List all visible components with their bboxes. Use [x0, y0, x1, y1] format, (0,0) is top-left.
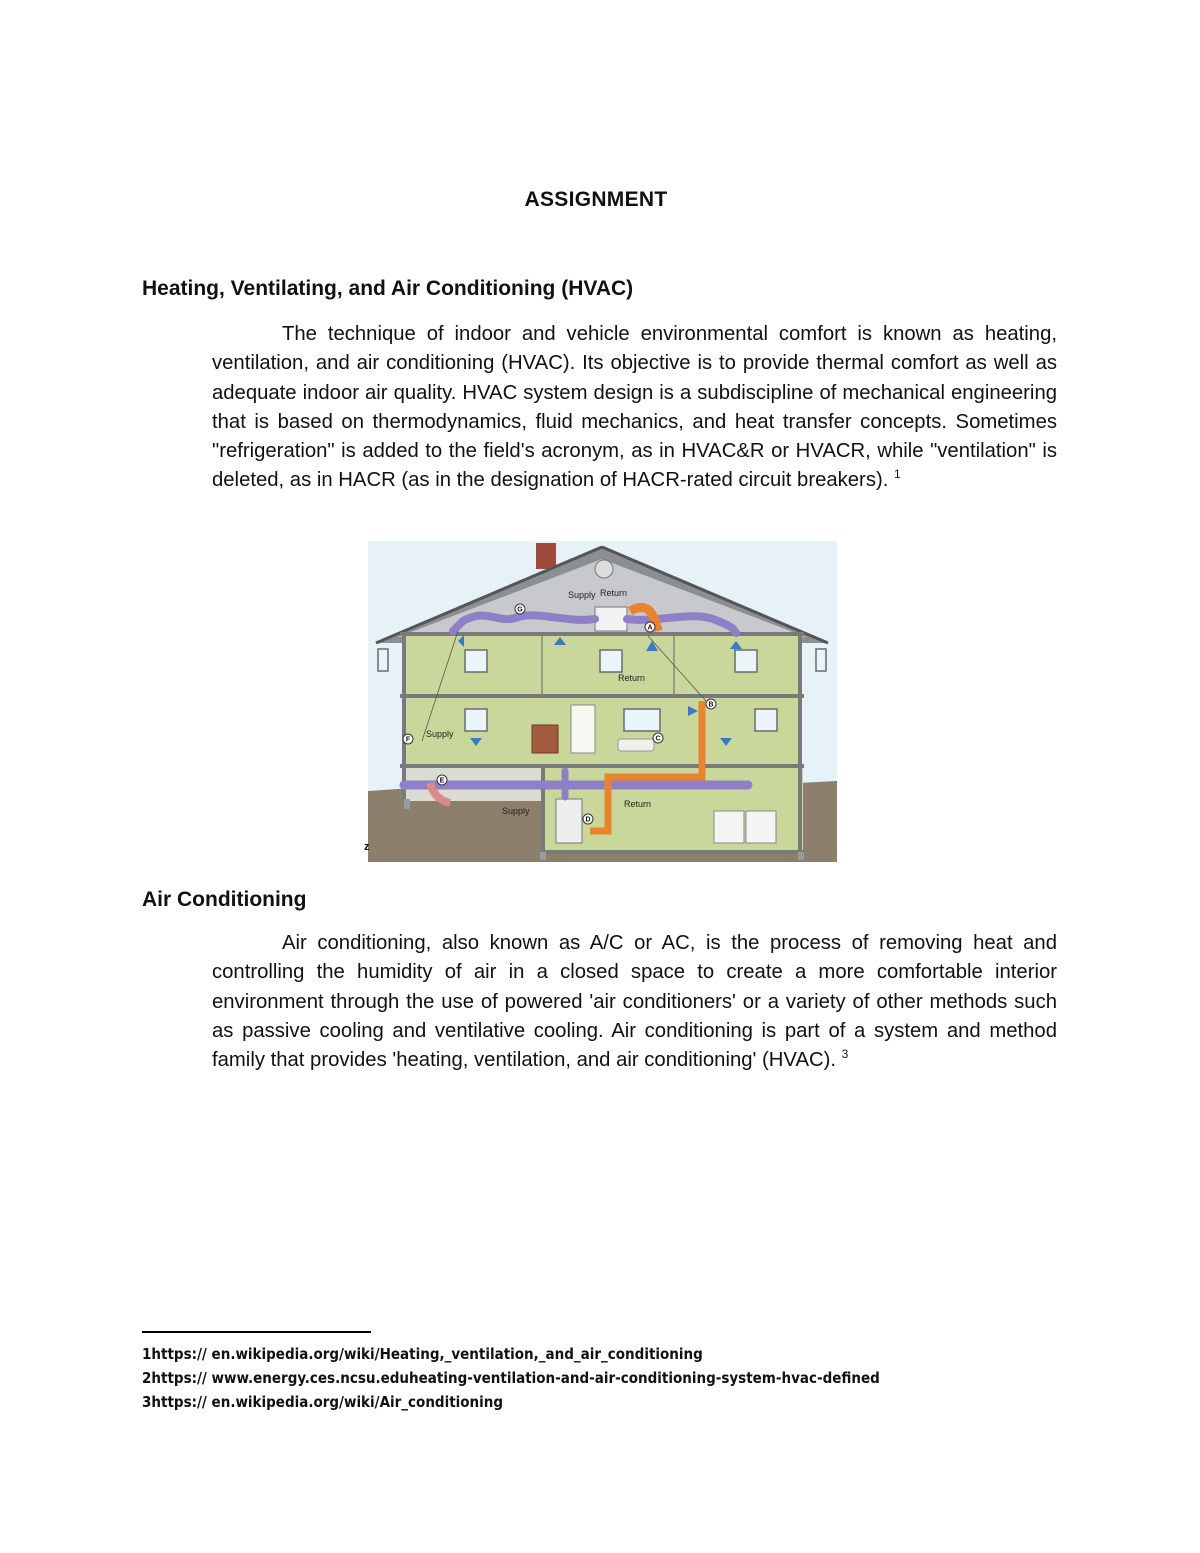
label-return-attic: Return	[600, 588, 628, 598]
paragraph-air-conditioning	[212, 929, 1057, 1075]
fireplace	[532, 725, 558, 753]
air-handler	[595, 607, 627, 631]
footnote-separator	[142, 1331, 371, 1333]
marker-a: A	[647, 624, 653, 632]
window	[600, 650, 622, 672]
chimney	[536, 543, 556, 569]
label-supply-ground: Supply	[426, 729, 454, 739]
window	[378, 649, 388, 671]
window	[755, 709, 777, 731]
section-heading-hvac: Heating, Ventilating, and Air Conditioning (HVAC)	[142, 277, 634, 300]
label-return-upper: Return	[618, 673, 646, 683]
footnotes	[142, 1342, 880, 1414]
marker-f: F	[405, 736, 411, 744]
section-heading-air-conditioning: Air Conditioning	[142, 888, 307, 911]
label-return-basement: Return	[624, 799, 652, 809]
label-supply-attic: Supply	[568, 590, 596, 600]
label-supply-basement: Supply	[502, 806, 530, 816]
marker-e: E	[439, 777, 445, 785]
marker-b: B	[708, 701, 714, 709]
hvac-house-diagram	[368, 541, 837, 862]
furnace	[556, 799, 582, 843]
document-title: ASSIGNMENT	[524, 188, 668, 211]
dryer	[746, 811, 776, 843]
paragraph-air-conditioning-text: Air conditioning, also known as A/C or AC, is the process of removing heat and controlling the humidity of air in a closed space to create a more comfortable interior environment through the use of powered 'air conditioners' or a variety of other methods such as passive cooling and ventilative cooling. Air conditioning is part of a system and method family that provides 'heating, ventilation, and air conditioning' (HVAC).	[212, 932, 1057, 1072]
paragraph-hvac	[212, 320, 1057, 496]
footnote-ref-3[interactable]: 3	[841, 1047, 849, 1062]
marker-d: D	[585, 816, 591, 824]
window	[735, 650, 757, 672]
footnote-3[interactable]: 3https:// en.wikipedia.org/wiki/Air_conditioning	[142, 1393, 504, 1411]
ground-floor	[404, 696, 800, 766]
paragraph-hvac-text: The technique of indoor and vehicle environmental comfort is known as heating, ventilation, and air conditioning (HVAC). Its objective is to provide thermal comfort as well as adequate indoor air quality. HVAC system design is a subdiscipline of mechanical engineering that is based on thermodynamics, fluid mechanics, and heat transfer concepts. Sometimes "refrigeration" is added to the field's acronym, as in HVAC&R or HVACR, while "ventilation" is deleted, as in HACR (as in the designation of HACR-rated circuit breakers).	[212, 323, 1057, 492]
marker-g: G	[517, 606, 523, 614]
window	[624, 709, 660, 731]
figure-corner-mark: z	[364, 841, 370, 853]
sofa	[618, 739, 654, 751]
footnote-2[interactable]: 2https:// www.energy.ces.ncsu.eduheating-ventilation-and-air-conditioning-system-hvac-defined	[142, 1369, 880, 1387]
window	[816, 649, 826, 671]
washer	[714, 811, 744, 843]
footnote-ref-1[interactable]: 1	[893, 467, 901, 482]
marker-c: C	[655, 735, 661, 743]
window	[465, 709, 487, 731]
window	[465, 650, 487, 672]
footnote-1[interactable]: 1https:// en.wikipedia.org/wiki/Heating,_ventilation,_and_air_conditioning	[142, 1345, 703, 1363]
attic-vent-icon	[595, 560, 613, 578]
door	[571, 705, 595, 753]
